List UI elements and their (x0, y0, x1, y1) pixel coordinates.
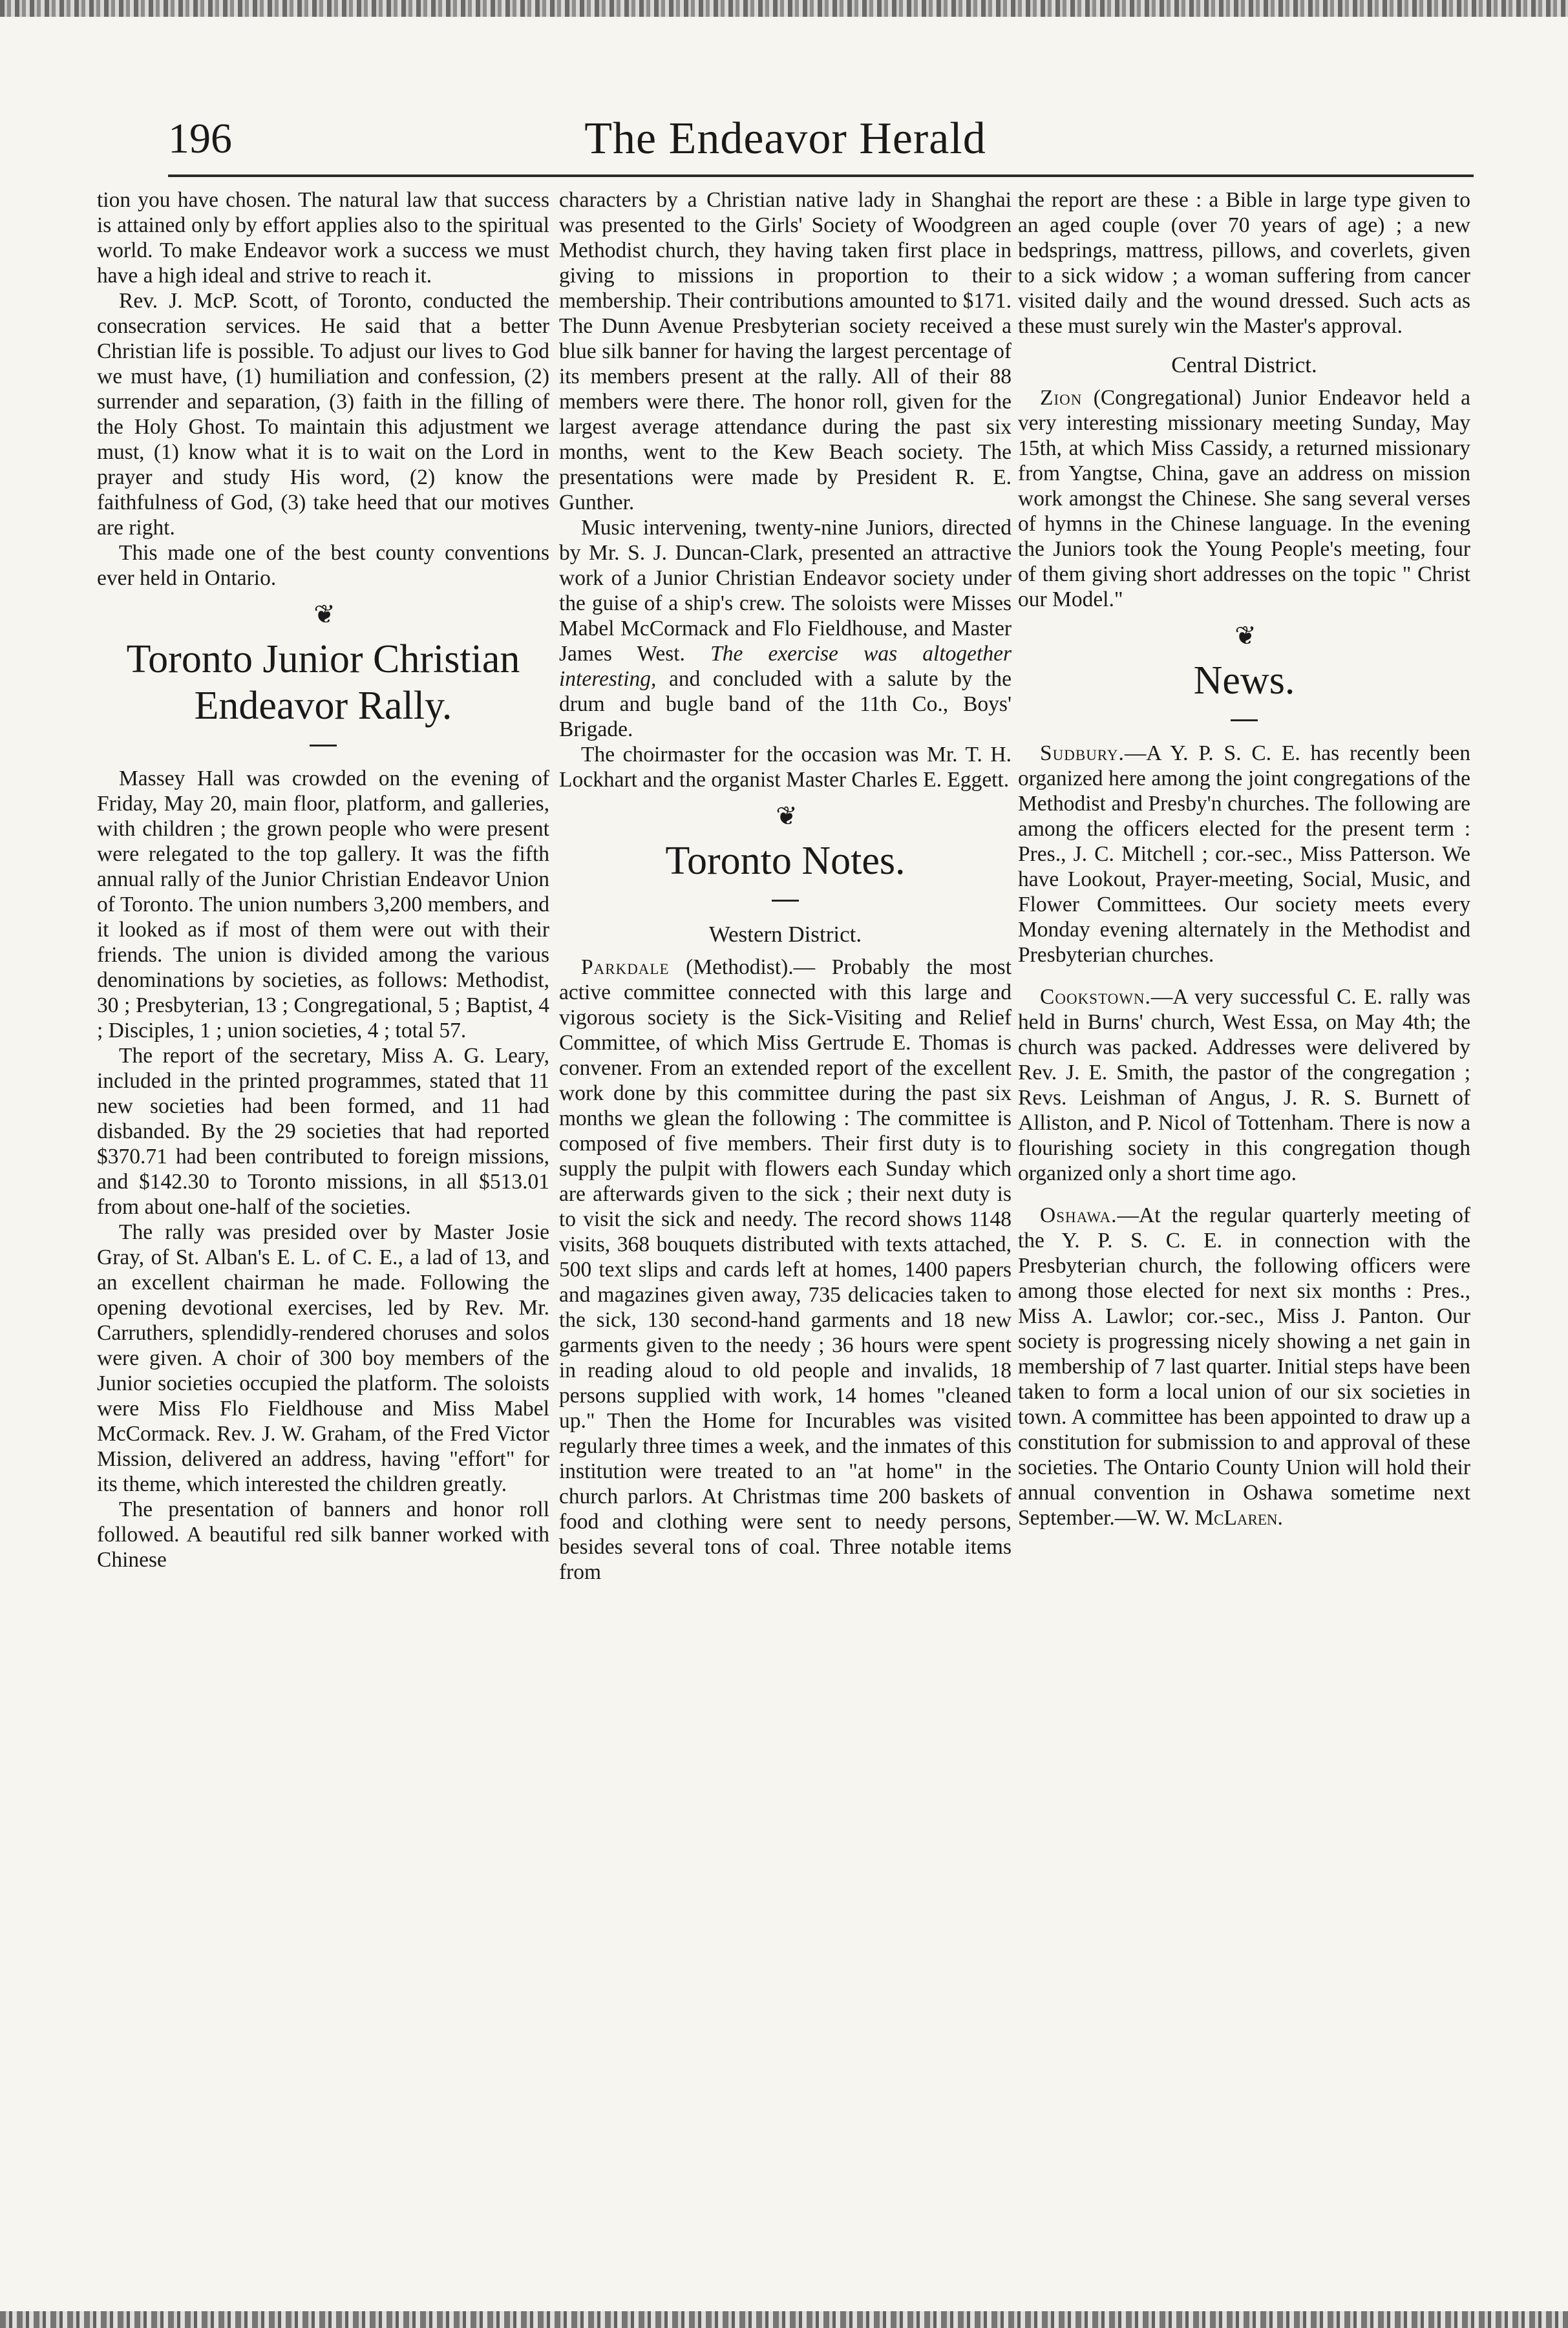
headline-toronto-notes: Toronto Notes. (665, 839, 906, 883)
paragraph (1018, 984, 1470, 1186)
paragraph (1018, 741, 1470, 968)
paragraph: the report are these : a Bible in large type given to an aged couple (over 70 years of age) ; a new bedsprings, mattress, pillows, and coverlets, given to a sick widow ; a woman suffering from cancer visited daily and the wound dressed. Such acts as these must surely win the Master's approval. (1018, 188, 1470, 338)
scan-edge-bottom (0, 2311, 1568, 2328)
headline-junior-rally: Toronto Junior Christian Endeavor Rally. (126, 637, 520, 728)
text-run: —A Y. P. S. C. E. has recently been organized here among the joint congregations of the Methodist and Presby'n churches. The following are among the officers elected for the present term : Pres., J. C. Mitchell ; cor.-sec., Miss Patterson. We have Lookout, Prayer-meeting, Social, Music, and Flower Committees. Our society meets every Monday evening alternately in the Methodist and Presbyterian churches. (1018, 741, 1470, 967)
paragraph: characters by a Christian native lady in Shanghai was presented to the Girls' Society of Woodgreen Methodist church, they having taken first place in giving to missions in proportion to their membership. Their contributions amounted to $171. The Dunn Avenue Presbyterian society received a blue silk banner for having the largest percentage of its members present at the rally. All of their 88 members were there. The honor roll, given for the largest average attendance during the past six months, went to the Kew Beach society. The presentations were made by President R. E. Gunther. (559, 188, 1012, 514)
column-1 (97, 187, 549, 2223)
divider-dash (310, 745, 337, 746)
page-header (97, 103, 1474, 181)
signature: McLaren. (1194, 1506, 1283, 1530)
text-run: and concluded with a salute by the drum and bugle band of the 11th Co., Boys' Brigade. (559, 667, 1012, 741)
lead-word: Oshawa. (1040, 1203, 1118, 1227)
text-run: (Congregational) Junior Endeavor held a very interesting missionary meeting Sunday, May 15th, at which Miss Cassidy, a returned missionary from Yangtse, China, gave an address on mission work amongst the Chinese. She sang several verses of hymns in the Chinese language. In the evening the Juniors took the Young People's meeting, four of them giving short addresses on the topic " Christ our Model." (1018, 386, 1470, 611)
lead-word: Sudbury. (1040, 741, 1125, 765)
text-run: —A very successful C. E. rally was held in Burns' church, West Essa, on May 4th; the church was packed. Addresses were delivered by Rev. J. E. Smith, the pastor of the congregation ; Revs. Leishman of Angus, J. R. S. Burnett of Alliston, and P. Nicol of Tottenham. There is now a flourishing society in this congregation though organized only a short time ago. (1018, 985, 1470, 1185)
paragraph (559, 955, 1012, 1585)
lead-word: Cookstown. (1040, 985, 1151, 1009)
text-run: Music intervening, twenty-nine Juniors, directed by Mr. S. J. Duncan-Clark, presented an attractive work of a Junior Christian Endeavor society under the guise of a ship's crew. The soloists were Misses Mabel McCormack and Flo Fieldhouse, and Master James West. (559, 516, 1012, 666)
subhead-central-district: Central District. (1171, 352, 1317, 377)
ornament-icon: ❦ (1234, 621, 1254, 650)
paragraph: This made one of the best county conventions ever held in Ontario. (97, 541, 549, 590)
divider-dash (772, 900, 799, 902)
column-2 (559, 187, 1012, 2223)
header-rule (168, 175, 1474, 177)
paragraph (559, 515, 1012, 742)
paragraph (1018, 1203, 1470, 1530)
headline-news: News. (1193, 659, 1295, 703)
paragraph (1018, 385, 1470, 612)
page-number: 196 (168, 115, 232, 162)
paragraph: The choirmaster for the occasion was Mr. T. H. Lockhart and the organist Master Charles E. Eggett. (559, 743, 1012, 792)
paragraph: The rally was presided over by Master Josie Gray, of St. Alban's E. L. of C. E., a lad of 13, and an excellent chairman he made. Following the opening devotional exercises, led by Rev. Mr. Carruthers, splendidly-rendered choruses and solos were given. A choir of 300 boy members of the Junior societies occupied the platform. The soloists were Miss Flo Fieldhouse and Miss Mabel McCormack. Rev. J. W. Graham, of the Fred Victor Mission, delivered an address, having "effort" for its theme, which interested the children greatly. (97, 1220, 549, 1496)
divider-dash (1231, 719, 1258, 721)
running-head: The Endeavor Herald (584, 114, 986, 164)
scan-edge-top (0, 0, 1568, 17)
ornament-icon: ❦ (776, 801, 795, 831)
italic-text: The exercise was altogether interesting, (559, 642, 1012, 691)
subhead-western-district: Western District. (708, 922, 862, 947)
paragraph: tion you have chosen. The natural law that success is attained only by effort applies also to the spiritual world. To make Endeavor work a success we must have a high ideal and strive to reach it. (97, 188, 549, 288)
column-3 (1018, 187, 1470, 2223)
text-run: —At the regular quarterly meeting of the Y. P. S. C. E. in connection with the Presbyterian church, the following officers were among those elected for next six months : Pres., Miss A. Lawlor; cor.-sec., Miss J. Panton. Our society is progressing nicely showing a net gain in membership of 7 last quarter. Initial steps have been taken to form a local union of our six societies in town. A committee has been appointed to draw up a constitution for submission to and approval of these societies. The Ontario County Union will hold their annual convention in Oshawa sometime next September.—W. W. (1018, 1203, 1470, 1530)
lead-word: Parkdale (581, 955, 670, 979)
lead-word: Zion (1040, 386, 1083, 410)
paragraph: Rev. J. McP. Scott, of Toronto, conducted the consecration services. He said that a better Christian life is possible. To adjust our lives to God we must have, (1) humiliation and confession, (2) surrender and separation, (3) faith in the filling of the Holy Ghost. To maintain this adjustment we must, (1) know what it is to wait on the Lord in prayer and study His word, (2) know the faithfulness of God, (3) take heed that our motives are right. (97, 289, 549, 540)
paragraph: The presentation of banners and honor roll followed. A beautiful red silk banner worked with Chinese (97, 1497, 549, 1572)
ornament-icon: ❦ (313, 600, 333, 629)
paragraph: The report of the secretary, Miss A. G. Leary, included in the printed programmes, stated that 11 new societies had been formed, and 11 had disbanded. By the 29 societies that had reported $370.71 had been contributed to foreign missions, and $142.30 to Toronto missions, in all $513.01 from about one-half of the societies. (97, 1044, 549, 1219)
text-run: (Methodist).— Probably the most active committee connected with this large and vigorous society is the Sick-Visiting and Relief Committee, of which Miss Gertrude E. Thomas is convener. From an extended report of the excellent work done by this committee during the past six months we glean the following : The committee is composed of five members. Their first duty is to supply the pulpit with flowers each Sunday which are afterwards given to the sick ; their next duty is to visit the sick and needy. The record shows 1148 visits, 368 bouquets distributed with texts attached, 500 text slips and cards left at homes, 1400 papers and magazines given away, 735 delicacies taken to the sick, 130 second-hand garments and 18 new garments given to the needy ; 36 hours were spent in reading aloud to old people and invalids, 18 persons supplied with work, 14 homes "cleaned up." Then the Home for Incurables was visited regularly three times a week, and the inmates of this institution were treated to an "at home" in the church parlors. At Christmas time 200 baskets of food and clothing were sent to needy persons, besides several tons of coal. Three notable items from (559, 955, 1012, 1584)
paragraph: Massey Hall was crowded on the evening of Friday, May 20, main floor, platform, and galleries, with children ; the grown people who were present were relegated to the top gallery. It was the fifth annual rally of the Junior Christian Endeavor Union of Toronto. The union numbers 3,200 members, and it looked as if most of them were out with their friends. The union is divided among the various denominations by societies, as follows: Methodist, 30 ; Presbyterian, 13 ; Congregational, 5 ; Baptist, 4 ; Disciples, 1 ; union societies, 4 ; total 57. (97, 767, 549, 1042)
